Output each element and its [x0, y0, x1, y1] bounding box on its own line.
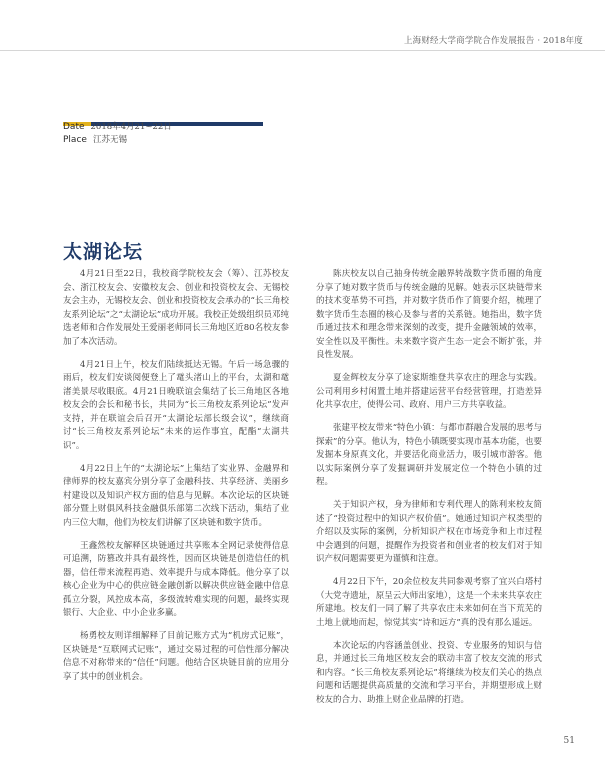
article-title: 太湖论坛 — [63, 241, 144, 263]
paragraph: 陈庆校友以自己抽身传统金融界转战数字货币圈的角度分享了她对数字货币与传统金融的见解。她表示区块链带来的技术变革势不可挡，并对数字货币作了简要介绍，梳理了数字货币生态圈的核心及参与者的关系链。她指出，数字货币通过技术和理念带来深刻的改变，提升金融领域的效率，安全性以及平衡性。未来数字资产生态一定会不断扩张，并良性发展。 — [316, 269, 542, 360]
place-label: Place — [63, 135, 87, 145]
article-column-right — [316, 268, 542, 717]
paragraph: 关于知识产权，身为律师和专利代理人的陈利来校友简述了“投资过程中的知识产权价值”。她通过知识产权类型的介绍以及实际的案例，分析知识产权在市场竞争和上市过程中会遇到的问题，提醒作为投资者和创业者的校友们对于知识产权问题需要更为谨慎和注意。 — [316, 500, 542, 564]
paragraph: 4月22日上午的“太湖论坛”上集结了实业界、金融界和律师界的校友嘉宾分别分享了金融科技、共享经济、美丽乡村建设以及知识产权方面的信息与见解。本次论坛的区块链部分暨上财俱风科技金融俱乐部第二次线下活动，集结了业内三位大咖，他们为校友们讲解了区块链和数字货币。 — [63, 463, 289, 528]
paragraph: 本次论坛的内容涵盖创业、投资、专业服务的知识与信息，并通过长三角地区校友会的联动丰富了校友交流的形式和内容。“长三角校友系列论坛”将继续为校友们关心的热点问题和话题提供高质量的交流和学习平台，并期望形成上财校友的合力、助推上财企业品牌的打造。 — [316, 640, 542, 705]
paragraph: 杨勇校友则详细解释了目前记账方式为“机房式记账”，区块链是“互联网式记账”，通过交易过程的可信性部分解决信息不对称带来的“信任”问题。他结合区块链目前的应用分享了其中的创业机会。 — [63, 631, 289, 682]
paragraph: 4月21日至22日，我校商学院校友会（筹）、江苏校友会、浙江校友会、安徽校友会、创业和投资校友会、无锡校友会主办，无锡校友会、创业和投资校友会承办的“长三角校友系列论坛”之“太湖论坛”成功开展。我校正处级组织员邓纯选老师和合作发展处王爱丽老师同长三角地区近80名校友参加了本次活动。 — [63, 269, 289, 347]
date-label: Date — [63, 122, 85, 132]
date-row — [63, 121, 172, 134]
paragraph: 4月22日下午，20余位校友共同参观考察了宜兴白塔村（大党寺遗址，原呈云大师出家地），这是一个未来共享农庄所建地。校友们一同了解了共享农庄未来如何在当下荒芜的土地上就地而起，惊觉其实“诗和远方”真的没有那么遥远。 — [316, 577, 542, 628]
paragraph: 4月21日上午，校友们陆续抵达无锡。午后一场急骤的雨后，校友们安谈阅便登上了鼋头渚山上的平台，太湖和鼋渚美景尽收眼底。4月21日晚联谊会集结了长三角地区各地校友会的会长和秘书长，共同为“长三角校友系列论坛”发声支持，并在联谊会后召开“太湖论坛部长级会议”，继续商讨“长三角校友系列论坛”未来的运作事宜，配酯“太湖共识”。 — [63, 359, 289, 451]
date-value: 2018年4月21~22日 — [90, 122, 172, 132]
place-row — [63, 134, 172, 147]
paragraph: 夏金辉校友分享了途家斯维登共享农庄的理念与实践。公司利用乡村闲置土地并搭建运营平台经营管理，打造差异化共享农庄，使得公司、政府、用户三方共享收益。 — [316, 373, 542, 410]
paragraph: 张建平校友带来“特色小镇：与都市群融合发展的思考与探索”的分享。他认为，特色小镇既要实现市基本功能，也要发掘本身原真文化，并要活化商业活力，吸引城市游客。他以实际案例分享了发掘调研并发展定位一个特色小镇的过程。 — [316, 423, 542, 487]
header-rule — [0, 50, 605, 51]
running-header: 上海财经大学商学院合作发展报告 · 2018年度 — [403, 36, 583, 46]
place-value: 江苏无锡 — [92, 135, 127, 145]
page-number: 51 — [563, 736, 575, 746]
article-column-left — [63, 268, 289, 694]
paragraph: 王鑫然校友解释区块链通过共享账本全网记录使得信息可追溯，防篡改并具有最终性，因而区块链是创造信任的机器，信任带来流程再造、效率提升与成本降低。他分享了以核心企业为中心的供应链金融创新以解决供应链金融中信息孤立分裂，风控成本高，多级流转难实现的问题，最终实现银行、大企业、中小企业多赢。 — [63, 540, 289, 618]
accent-bar — [63, 111, 263, 115]
event-meta — [63, 121, 172, 147]
